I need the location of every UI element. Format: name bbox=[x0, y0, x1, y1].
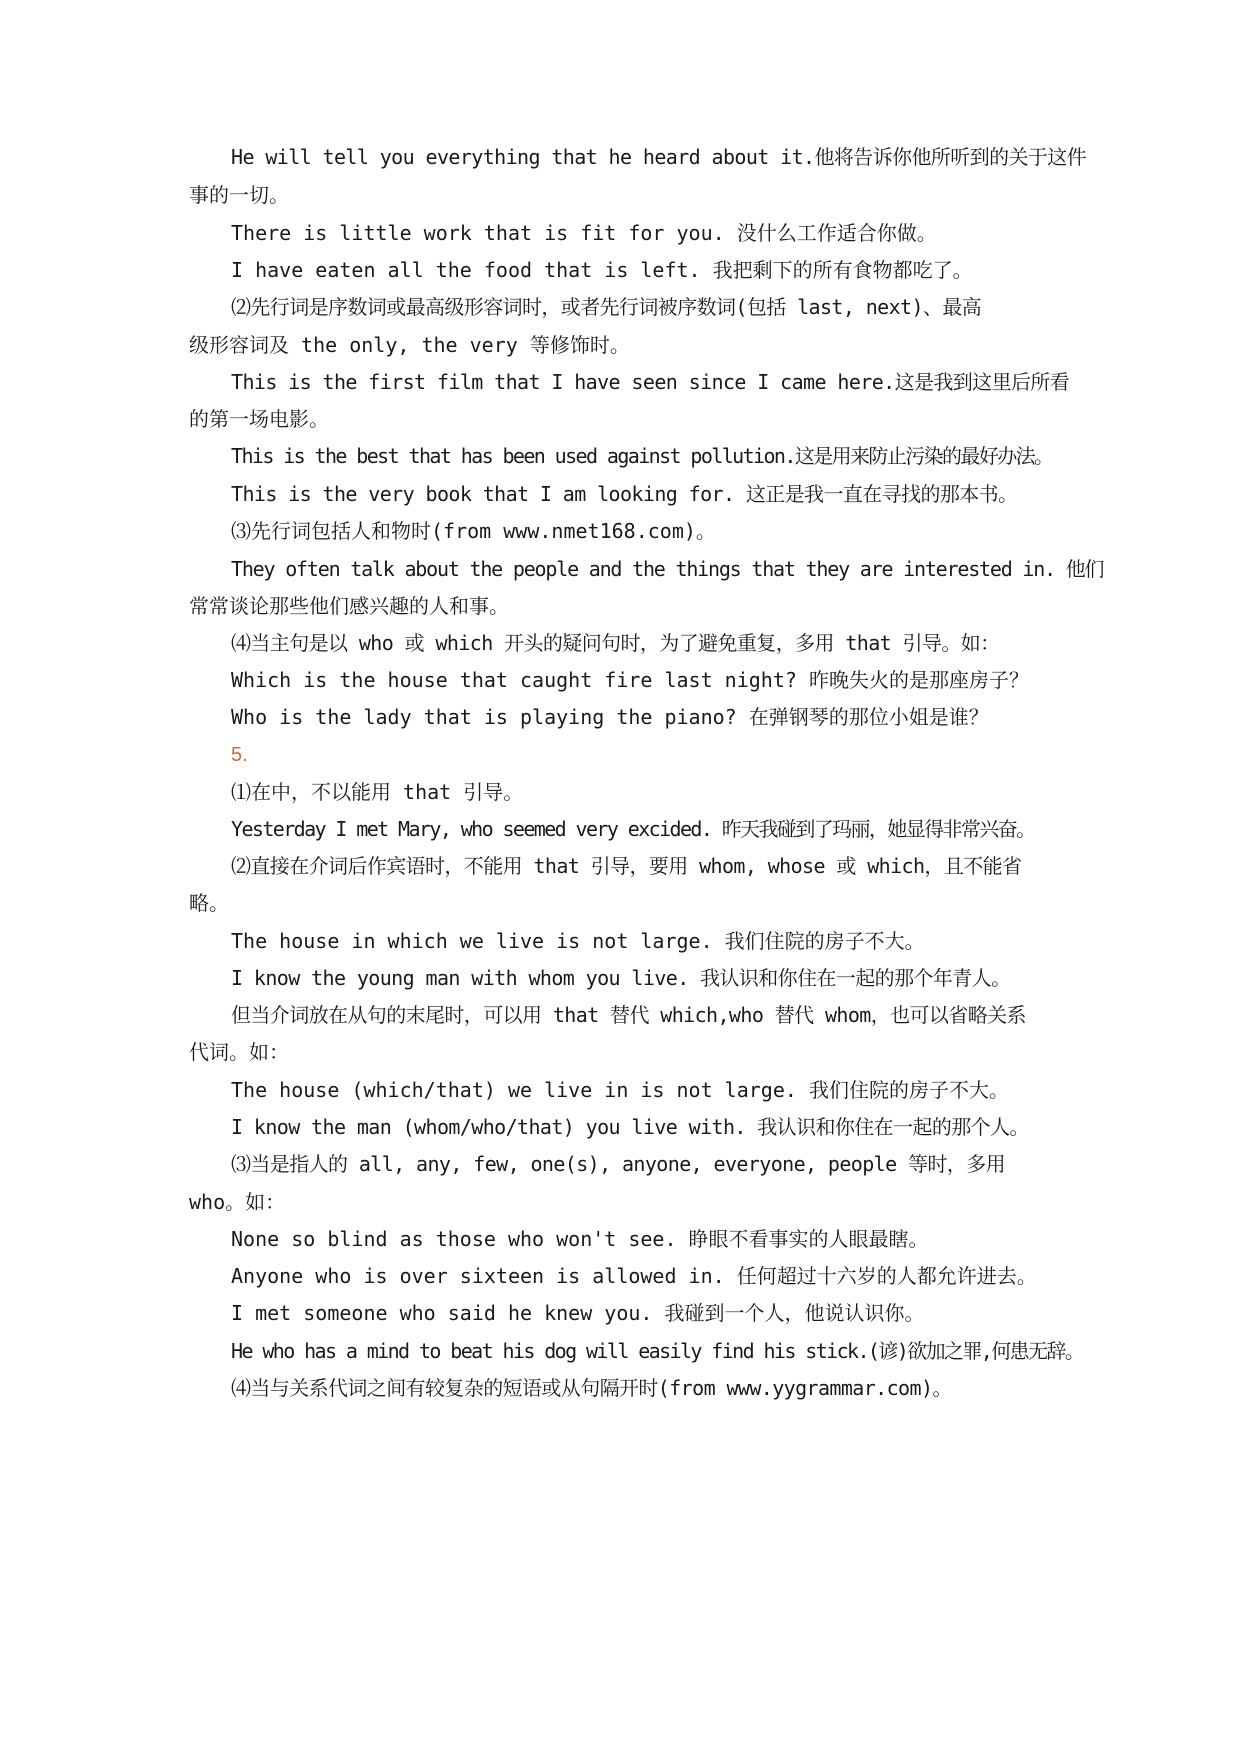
text-line: I know the man (whom/who/that) you live with. 我认识和你住在一起的那个人。 bbox=[231, 1115, 1029, 1139]
text-line: The house (which/that) we live in is not large. 我们住院的房子不大。 bbox=[231, 1078, 1009, 1102]
text-line: This is the first film that I have seen since I came here.这是我到这里后所看 bbox=[231, 370, 1070, 394]
text-line: ⑷当与关系代词之间有较复杂的短语或从句隔开时(from www.yygrammar.com)。 bbox=[231, 1376, 952, 1400]
text-line: ⑵先行词是序数词或最高级形容词时，或者先行词被序数词(包括 last, next)、最高 bbox=[231, 295, 982, 319]
text-line: ⑶先行词包括人和物时(from www.nmet168.com)。 bbox=[231, 519, 716, 543]
text-line: ⑴在中，不以能用 that 引导。 bbox=[231, 780, 524, 804]
text-line: They often talk about the people and the things that they are interested in. 他们 bbox=[231, 557, 1104, 581]
text-line: 代词。如： bbox=[189, 1040, 289, 1064]
text-line: 但当介词放在从句的末尾时，可以用 that 替代 which,who 替代 whom，也可以省略关系 bbox=[231, 1003, 1026, 1027]
text-line: 常常谈论那些他们感兴趣的人和事。 bbox=[189, 594, 509, 618]
text-line: ⑶当是指人的 all, any, few, one(s), anyone, everyone, people 等时，多用 bbox=[231, 1152, 1006, 1176]
text-line: I have eaten all the food that is left. 我把剩下的所有食物都吃了。 bbox=[231, 258, 973, 282]
text-line: I know the young man with whom you live. 我认识和你住在一起的那个年青人。 bbox=[231, 966, 1011, 990]
text-line: Yesterday I met Mary, who seemed very excided. 昨天我碰到了玛丽，她显得非常兴奋。 bbox=[231, 817, 1035, 841]
text-line: The house in which we live is not large. 我们住院的房子不大。 bbox=[231, 929, 925, 953]
text-line: ⑷当主句是以 who 或 which 开头的疑问句时，为了避免重复，多用 that 引导。如： bbox=[231, 631, 1000, 655]
text-line: ⑵直接在介词后作宾语时，不能用 that 引导，要用 whom, whose 或 which，且不能省 bbox=[231, 854, 1022, 878]
text-line: There is little work that is fit for you. 没什么工作适合你做。 bbox=[231, 221, 937, 245]
text-line: 的第一场电影。 bbox=[189, 407, 329, 431]
text-line: who。如： bbox=[189, 1190, 286, 1214]
text-line: I met someone who said he knew you. 我碰到一个人，他说认识你。 bbox=[231, 1301, 925, 1325]
text-line: He who has a mind to beat his dog will easily find his stick.(谚)欲加之罪,何患无辞。 bbox=[231, 1339, 1084, 1363]
text-line: None so blind as those who won't see. 睁眼不看事实的人眼最瞎。 bbox=[231, 1227, 929, 1251]
text-line: 事的一切。 bbox=[189, 183, 289, 207]
text-line: 略。 bbox=[189, 891, 229, 915]
text-line: This is the best that has been used against pollution.这是用来防止污染的最好办法。 bbox=[231, 444, 1053, 468]
text-line: Who is the lady that is playing the piano? 在弹钢琴的那位小姐是谁？ bbox=[231, 705, 989, 729]
text-line: He will tell you everything that he heard about it.他将告诉你他所听到的关于这件 bbox=[231, 145, 1087, 169]
text-line: Anyone who is over sixteen is allowed in. 任何超过十六岁的人都允许进去。 bbox=[231, 1264, 1037, 1288]
section-number: 5. bbox=[231, 744, 248, 766]
text-line: 级形容词及 the only, the very 等修饰时。 bbox=[189, 333, 630, 357]
text-line: This is the very book that I am looking for. 这正是我一直在寻找的那本书。 bbox=[231, 482, 1018, 506]
text-line: Which is the house that caught fire last night? 昨晚失火的是那座房子？ bbox=[231, 668, 1029, 692]
